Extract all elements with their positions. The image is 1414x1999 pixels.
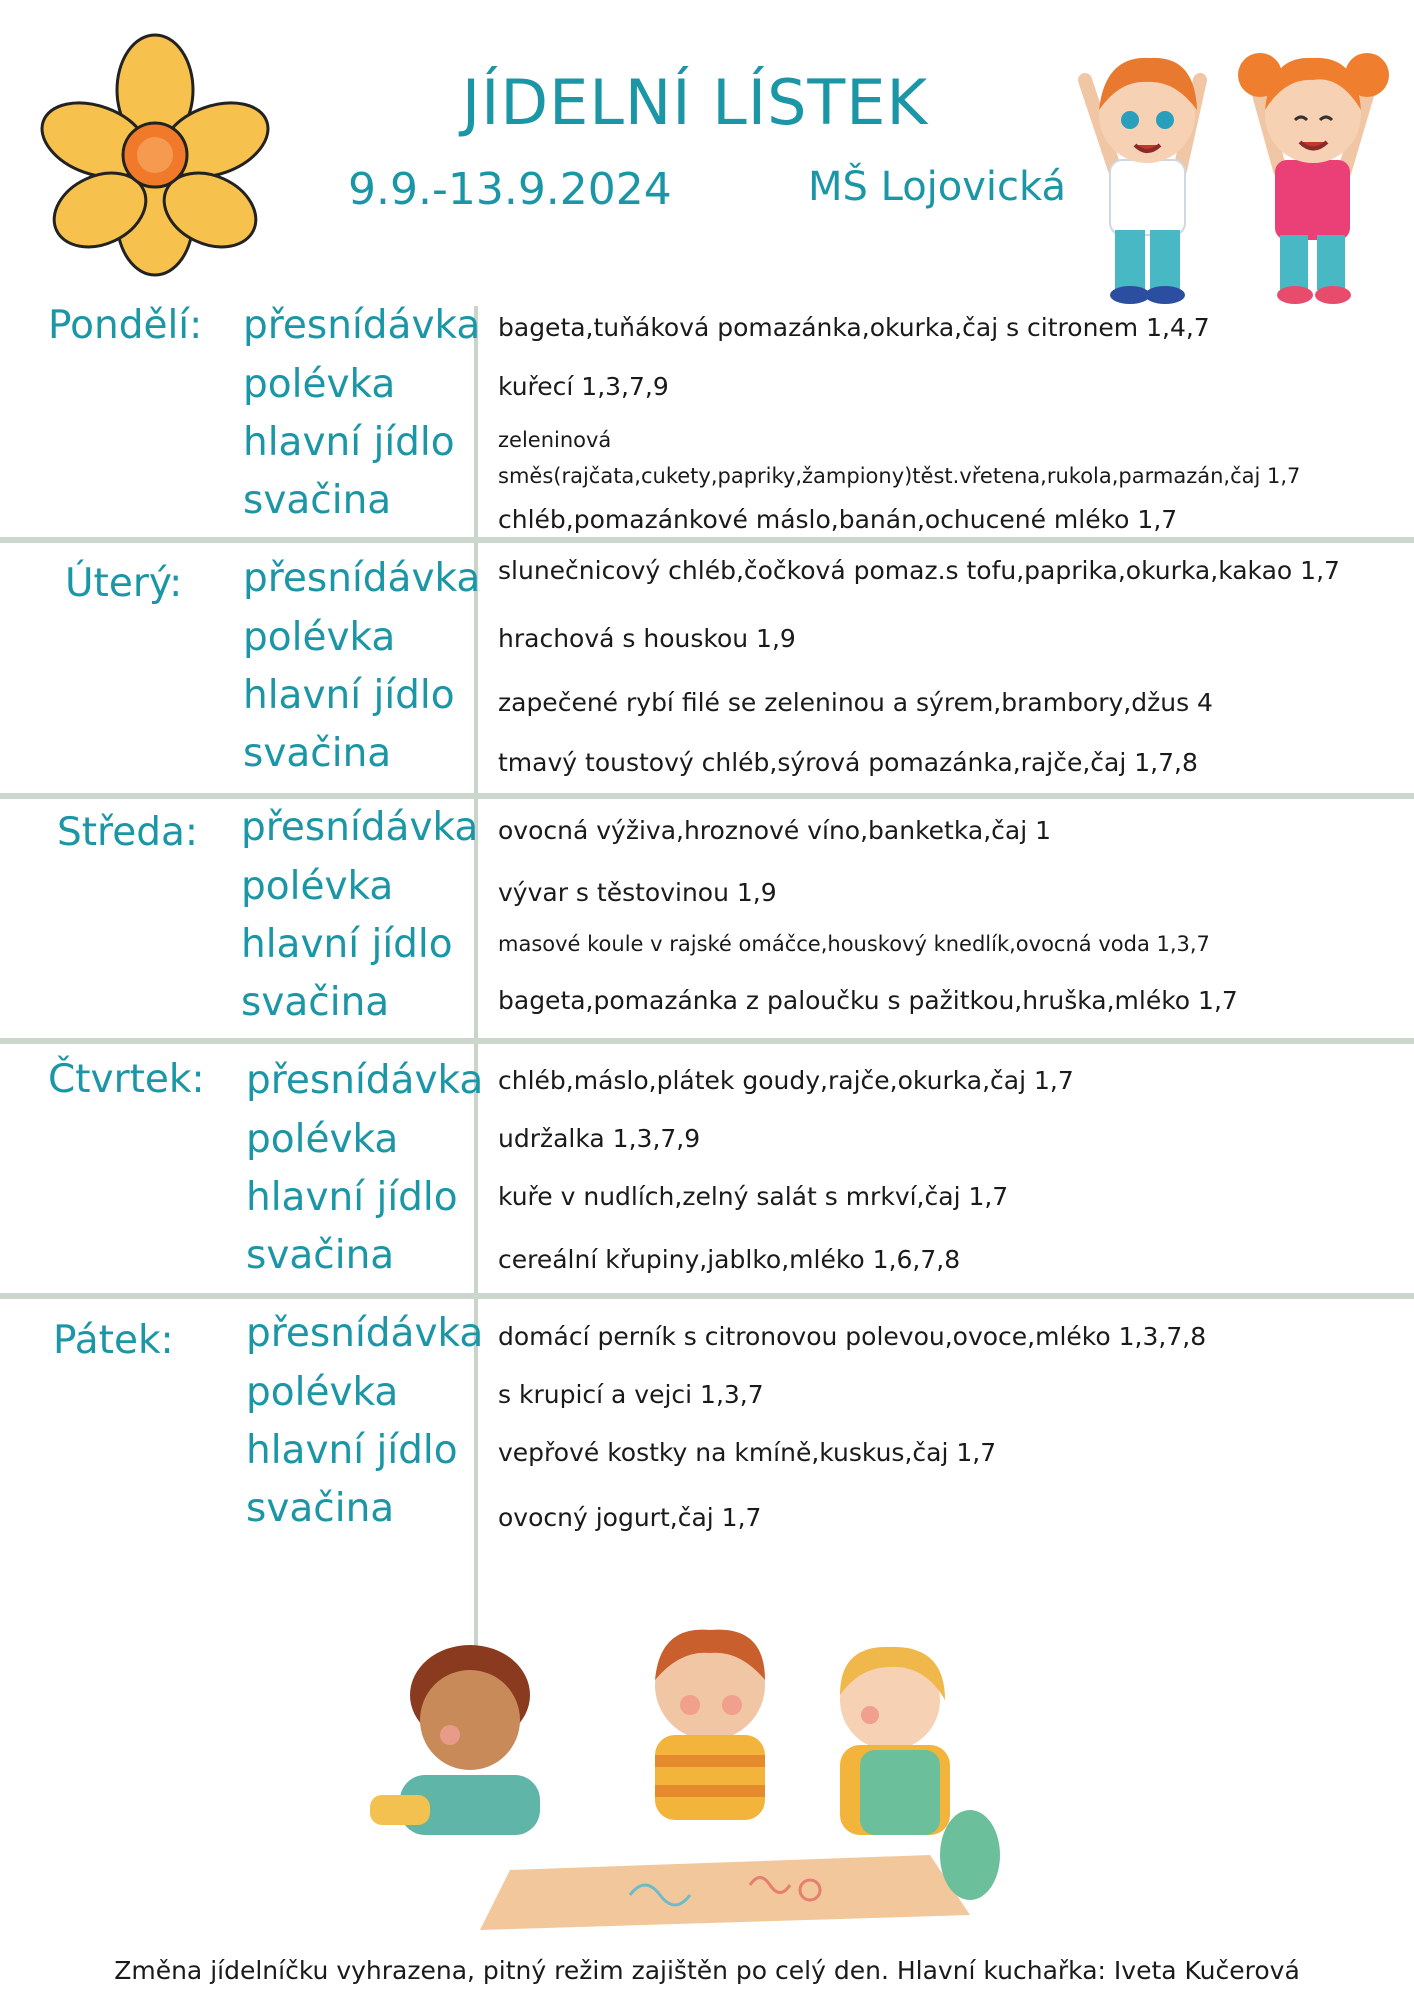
dish-friday-afternoon: ovocný jogurt,čaj 1,7: [498, 1503, 762, 1532]
dish-monday-soup: kuřecí 1,3,7,9: [498, 372, 669, 401]
dish-wednesday-main: masové koule v rajské omáčce,houskový knedlík,ovocná voda 1,3,7: [498, 932, 1210, 956]
page-title: JÍDELNÍ LÍSTEK: [461, 66, 929, 139]
children-waving-illustration: [1055, 20, 1400, 310]
category-label: svačina: [241, 980, 390, 1025]
dish-thursday-snack: chléb,máslo,plátek goudy,rajče,okurka,čaj 1,7: [498, 1066, 1074, 1095]
category-label: hlavní jídlo: [246, 1175, 458, 1220]
category-label: hlavní jídlo: [246, 1428, 458, 1473]
row-divider: [0, 1293, 1414, 1299]
category-label: polévka: [243, 362, 396, 407]
school-name: MŠ Lojovická: [808, 164, 1067, 210]
dish-friday-snack: domácí perník s citronovou polevou,ovoce,mléko 1,3,7,8: [498, 1322, 1207, 1351]
category-label: polévka: [241, 864, 394, 909]
dish-monday-main-line1: zeleninová: [498, 428, 612, 452]
dish-monday-main-line2: směs(rajčata,cukety,papriky,žampiony)těst.vřetena,rukola,parmazán,čaj 1,7: [498, 464, 1301, 488]
row-divider: [0, 537, 1414, 543]
dish-monday-snack: bageta,tuňáková pomazánka,okurka,čaj s citronem 1,4,7: [498, 313, 1210, 342]
dish-tuesday-main: zapečené rybí filé se zeleninou a sýrem,brambory,džus 4: [498, 688, 1213, 717]
row-divider: [0, 1038, 1414, 1044]
dish-thursday-afternoon: cereální křupiny,jablko,mléko 1,6,7,8: [498, 1245, 961, 1274]
category-label: přesnídávka: [241, 805, 479, 850]
dish-tuesday-afternoon: tmavý toustový chléb,sýrová pomazánka,rajče,čaj 1,7,8: [498, 748, 1198, 777]
category-label: přesnídávka: [243, 556, 481, 601]
category-label: svačina: [243, 731, 392, 776]
category-label: přesnídávka: [246, 1058, 484, 1103]
date-range: 9.9.-13.9.2024: [348, 164, 672, 215]
dish-friday-main: vepřové kostky na kmíně,kuskus,čaj 1,7: [498, 1438, 997, 1467]
dish-wednesday-afternoon: bageta,pomazánka z paloučku s pažitkou,hruška,mléko 1,7: [498, 986, 1238, 1015]
footer-note: Změna jídelníčku vyhrazena, pitný režim zajištěn po celý den. Hlavní kuchařka: Iveta Kučerová: [114, 1956, 1300, 1985]
category-label: polévka: [243, 615, 396, 660]
dish-tuesday-snack: slunečnicový chléb,čočková pomaz.s tofu,paprika,okurka,kakao 1,7: [498, 556, 1340, 585]
day-wednesday: Středa:: [57, 810, 199, 855]
category-label: přesnídávka: [243, 303, 481, 348]
dish-thursday-main: kuře v nudlích,zelný salát s mrkví,čaj 1,7: [498, 1182, 1009, 1211]
category-label: hlavní jídlo: [241, 922, 453, 967]
row-divider: [0, 793, 1414, 799]
day-thursday: Čtvrtek:: [48, 1057, 205, 1102]
day-monday: Pondělí:: [48, 303, 203, 348]
category-label: polévka: [246, 1370, 399, 1415]
dish-tuesday-soup: hrachová s houskou 1,9: [498, 624, 796, 653]
category-label: svačina: [243, 478, 392, 523]
day-friday: Pátek:: [53, 1318, 174, 1363]
dish-wednesday-soup: vývar s těstovinou 1,9: [498, 878, 777, 907]
children-drawing-illustration: [370, 1625, 1050, 1955]
category-label: hlavní jídlo: [243, 673, 455, 718]
dish-wednesday-snack: ovocná výživa,hroznové víno,banketka,čaj 1: [498, 816, 1052, 845]
dish-friday-soup: s krupicí a vejci 1,3,7: [498, 1380, 764, 1409]
category-label: polévka: [246, 1117, 399, 1162]
category-label: svačina: [246, 1486, 395, 1531]
category-label: hlavní jídlo: [243, 420, 455, 465]
dish-monday-afternoon: chléb,pomazánkové máslo,banán,ochucené mléko 1,7: [498, 505, 1178, 534]
column-divider: [474, 306, 478, 1666]
category-label: přesnídávka: [246, 1311, 484, 1356]
category-label: svačina: [246, 1233, 395, 1278]
dish-thursday-soup: udržalka 1,3,7,9: [498, 1124, 701, 1153]
day-tuesday: Úterý:: [65, 561, 183, 606]
